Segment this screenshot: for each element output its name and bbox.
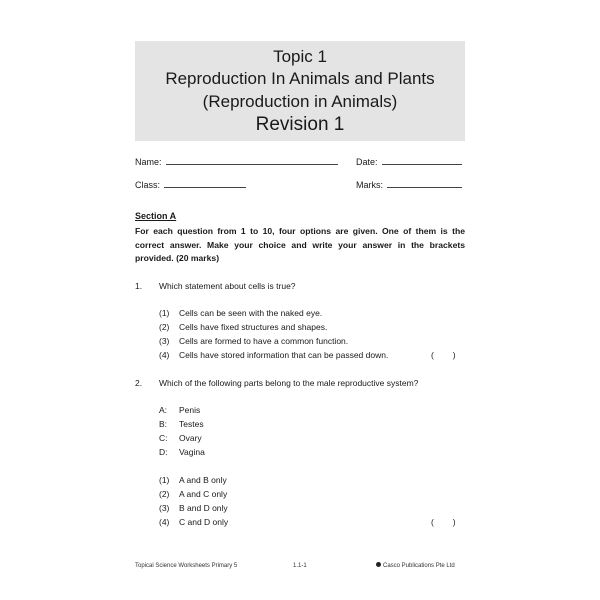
q2-part-a-text: Penis [179,405,201,415]
q2-part-c-mark: C: [159,433,168,443]
q2-part-d-mark: D: [159,447,168,457]
topic-title: Topic 1 [273,47,327,66]
name-line[interactable] [166,164,338,165]
section-instructions: For each question from 1 to 10, four options are given. One of them is the correct answer. Make your choice and write your answer in the brackets provided. (20 marks) [135,226,465,263]
q2-option-4-mark: (4) [159,517,170,527]
q1-option-4-mark: (4) [159,350,170,360]
q2-option-4-text: C and D only [179,517,229,527]
q1-option-1-mark: (1) [159,308,170,318]
q2-option-1-mark: (1) [159,475,170,485]
q1-option-1-text: Cells can be seen with the naked eye. [179,308,323,318]
question-2-number: 2. [135,378,143,388]
footer-publisher-name: Casco Publications Pte Ltd [383,563,455,570]
date-line[interactable] [382,164,462,165]
q1-option-4-text: Cells have stored information that can be passed down. [179,350,389,360]
name-field[interactable] [135,157,338,167]
publisher-logo-icon [376,562,381,567]
q1-option-3-text: Cells are formed to have a common function. [179,336,349,346]
chapter-title: Reproduction In Animals and Plants [165,69,435,88]
marks-label: Marks: [356,180,383,190]
q1-option-2-mark: (2) [159,322,170,332]
name-label: Name: [135,157,162,167]
q2-option-2-mark: (2) [159,489,170,499]
q2-option-3-mark: (3) [159,503,170,513]
revision-title: Revision 1 [255,114,345,135]
class-label: Class: [135,180,161,190]
marks-field[interactable] [356,180,462,190]
q2-answer-brackets[interactable]: ( ) [431,517,456,527]
class-field[interactable] [135,180,246,190]
q2-option-2-text: A and C only [179,489,228,499]
date-field[interactable] [356,157,462,167]
question-1-number: 1. [135,281,143,291]
q2-option-3-text: B and D only [179,503,228,513]
footer-publisher [376,563,455,569]
marks-line[interactable] [387,187,462,188]
title-banner [135,41,465,141]
footer-book-title: Topical Science Worksheets Primary 5 [135,563,238,569]
q2-part-c-text: Ovary [179,433,202,443]
q1-option-2-text: Cells have fixed structures and shapes. [179,322,328,332]
question-1-text: Which statement about cells is true? [159,281,296,291]
question-2-text: Which of the following parts belong to the male reproductive system? [159,378,419,388]
date-label: Date: [356,157,378,167]
subtopic-title: (Reproduction in Animals) [202,92,398,111]
class-line[interactable] [164,187,246,188]
q2-part-a-mark: A: [159,405,168,415]
q2-part-d-text: Vagina [179,447,205,457]
footer-page-number: 1.1-1 [293,563,307,569]
q2-option-1-text: A and B only [179,475,227,485]
q1-answer-brackets[interactable]: ( ) [431,350,456,360]
section-heading: Section A [135,211,177,221]
q2-part-b-mark: B: [159,419,168,429]
q1-option-3-mark: (3) [159,336,170,346]
q2-part-b-text: Testes [179,419,204,429]
